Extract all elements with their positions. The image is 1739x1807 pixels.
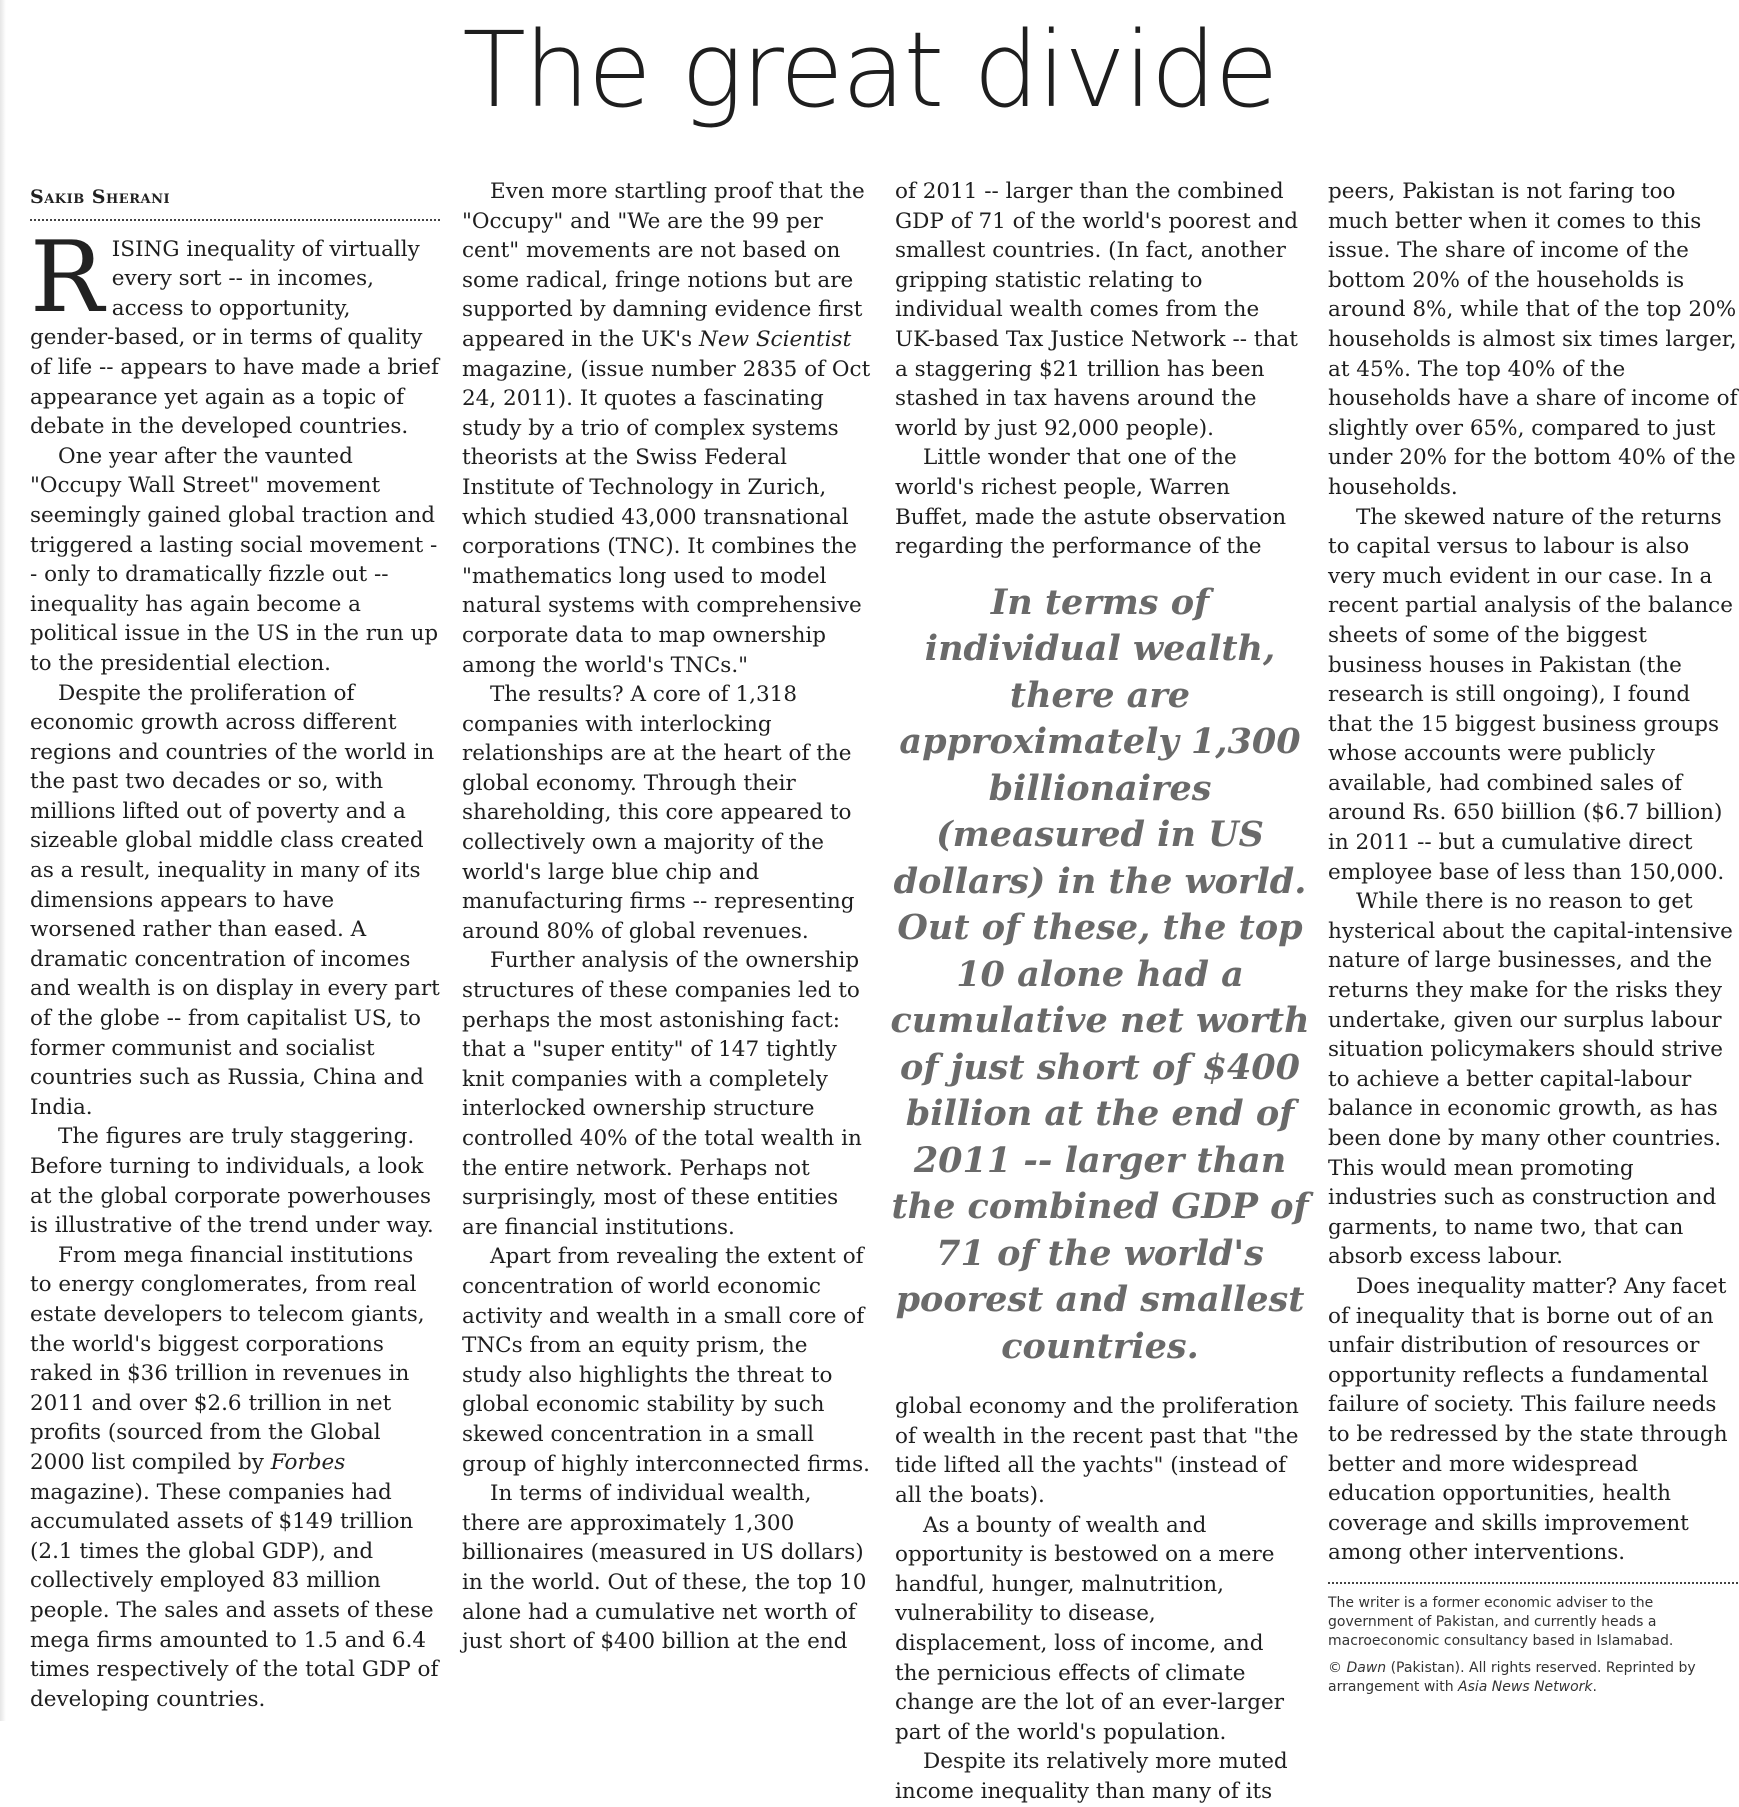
paragraph: peers, Pakistan is not faring too much better when it comes to this issue. The share of income of the bottom 20% of the households is around 8%, while that of the top 20% households is almost six times larger, at 45%. The top 40% of the households have a share of income of slightly over 65%, compared to just under 20% for the bottom 40% of the households. (1328, 179, 1738, 500)
paragraph: Apart from revealing the extent of concentration of world economic activity and wealth in a small core of TNCs from an equity prism, the study also highlights the threat to global economic stability by such skewed concentration in a small group of highly interconnected firms. (462, 1244, 870, 1477)
paragraph: From mega financial institutions to energy conglomerates, from real estate developers to telecom giants, the world's biggest corporations raked in $36 trillion in revenues in 2011 and over $2.6 trillion in net profits (sourced from the Global 2000 list compiled by Forbes magazine). These companies had accumulated assets of $149 trillion (2.1 times the global GDP), and collectively employed 83 million people. The sales and assets of these mega firms amounted to 1.5 and 6.4 times respectively of the total GDP of developing countries. (30, 1242, 439, 1712)
paragraph: The figures are truly staggering. Before turning to individuals, a look at the global corporate powerhouses is illustrative of the trend under way. (30, 1124, 434, 1239)
author-note: The writer is a former economic adviser to the government of Pakistan, and currently heads a macroeconomic consultancy based in Islamabad. (1328, 1594, 1674, 1649)
paragraph: While there is no reason to get hysterical about the capital-intensive nature of large businesses, and the returns they make for the risks they undertake, given our surplus labour situation policymakers should strive to achieve a better capital-labour balance in economic growth, as has been done by many other countries. This would mean promoting industries such as construction and garments, to name two, that can absorb excess labour. (1328, 889, 1733, 1270)
paragraph: RISING inequality of virtually every sort -- in incomes, access to opportunity, gender-based, or in terms of quality of life -- appears to have made a brief appearance yet again as a topic of debate in the developed countries. (30, 220, 439, 440)
paragraph: Further analysis of the ownership structures of these companies led to perhaps the most astonishing fact: that a "super entity" of 147 tightly knit companies with a completely interlocked ownership structure controlled 40% of the total wealth in the entire network. Perhaps not surprisingly, most of these entities are financial institutions. (462, 948, 862, 1240)
footnote-dotted-rule (1328, 1582, 1738, 1584)
paragraph: The skewed nature of the returns to capital versus to labour is also very much evident in our case. In a recent partial analysis of the balance sheets of some of the biggest business houses in Pakistan (the research is still ongoing), I found that the 15 biggest business groups whose accounts were publicly available, had combined sales of around Rs. 650 biillion ($6.7 billion) in 2011 -- but a cumulative direct employee base of less than 150,000. (1328, 504, 1733, 885)
paragraph: One year after the vaunted "Occupy Wall Street" movement seemingly gained global traction and triggered a lasting social movement -- only to dramatically fizzle out -- inequality has again become a political issue in the US in the run up to the presidential election. (30, 443, 439, 676)
page-edge-shadow (0, 0, 6, 1721)
paragraph: Even more startling proof that the "Occupy" and "We are the 99 per cent" movements are not based on some radical, fringe notions but are supported by damning evidence first appeared in the UK's New Scientist magazine, (issue number 2835 of Oct 24, 2011). It quotes a fascinating study by a trio of complex systems theorists at the Swiss Federal Institute of Technology in Zurich, which studied 43,000 transnational corporations (TNC). It combines the "mathematics long used to model natural systems with comprehensive corporate data to map ownership among the world's TNCs." (462, 179, 871, 678)
copyright-credit: © Dawn (Pakistan). All rights reserved. Reprinted by arrangement with Asia News Network. (1328, 1659, 1696, 1695)
byline: Sakib Sherani (30, 186, 171, 208)
column-4 (1328, 177, 1738, 1705)
column-1 (30, 183, 440, 1714)
headline: The great divide (462, 9, 1277, 131)
drop-cap: R (30, 220, 104, 335)
paragraph: In terms of individual wealth, there are approximately 1,300 billionaires (measured in US dollars) in the world. Out of these, the top 10 alone had a cumulative net worth of just short of $400 billion at the end (462, 1481, 867, 1655)
paragraph: global economy and the proliferation of wealth in the recent past that "the tide lifted all the yachts" (instead of all the boats). (895, 1394, 1299, 1508)
paragraph: The results? A core of 1,318 companies with interlocking relationships are at the heart of the global economy. Through their shareholding, this core appeared to collectively own a majority of the world's large blue chip and manufacturing firms -- representing around 80% of global revenues. (462, 682, 855, 944)
paragraph: Little wonder that one of the world's richest people, Warren Buffet, made the astute observation regarding the performance of the (895, 445, 1287, 560)
paragraph: of 2011 -- larger than the combined GDP of 71 of the world's poorest and smallest countries. (In fact, another gripping statistic relating to individual wealth comes from the UK-based Tax Justice Network -- that a staggering $21 trillion has been stashed in tax havens around the world by just 92,000 people). (895, 179, 1299, 441)
paragraph: Despite its relatively more muted income inequality than many of its (895, 1749, 1288, 1804)
column-2 (462, 177, 872, 1657)
pull-quote: In terms of individual wealth, there are approximately 1,300 billionaires (measured in US dollars) in the world. Out of these, the top 10 alone had a cumulative net worth of just short of $400 billion at the end of 2011 -- larger than the combined GDP of 71 of the world's poorest and smallest countries. (890, 581, 1310, 1367)
paragraph: Does inequality matter? Any facet of inequality that is borne out of an unfair distribution of resources or opportunity reflects a fundamental failure of society. This failure needs to be redressed by the state through better and more widespread education opportunities, health coverage and skills improvement among other interventions. (1328, 1273, 1728, 1566)
paragraph: Despite the proliferation of economic growth across different regions and countries of the world in the past two decades or so, with millions lifted out of poverty and a sizeable global middle class created as a result, inequality in many of its dimensions appears to have worsened rather than eased. A dramatic concentration of incomes and wealth is on display in every part of the globe -- from capitalist US, to former communist and socialist countries such as Russia, China and India. (30, 680, 440, 1120)
paragraph: As a bounty of wealth and opportunity is bestowed on a mere handful, hunger, malnutrition, vulnerability to disease, displacement, loss of income, and the pernicious effects of climate change are the lot of an ever-larger part of the world's population. (895, 1512, 1284, 1745)
column-3 (890, 177, 1310, 1807)
